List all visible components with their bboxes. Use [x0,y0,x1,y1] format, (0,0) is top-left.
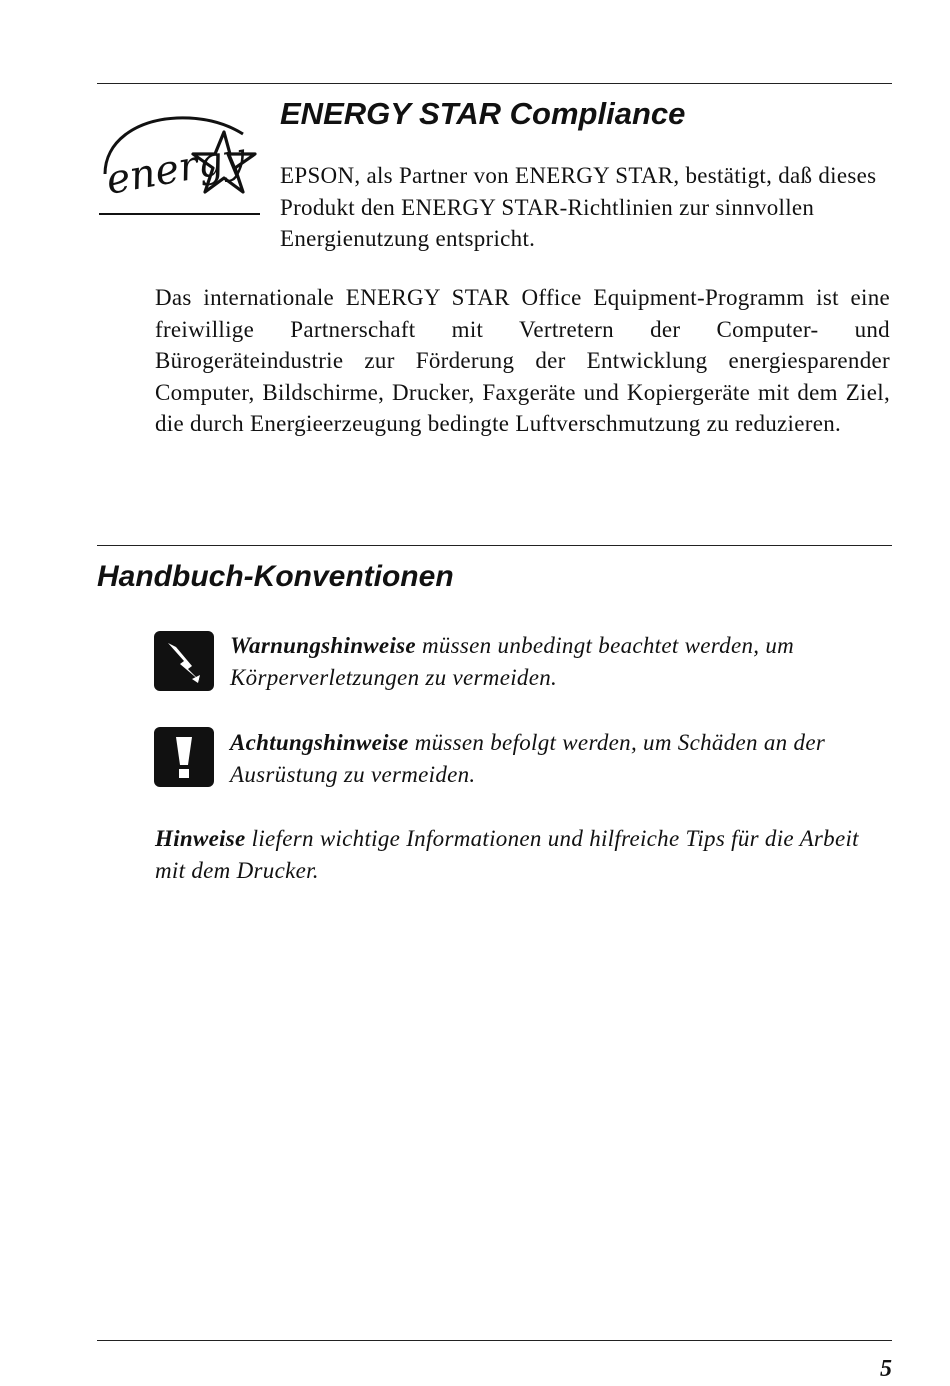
energy-star-intro: EPSON, als Partner von ENERGY STAR, bestätigt, daß dieses Produkt den ENERGY STAR-Richtlinien zur sinnvollen Energienutzung entspricht. [280,163,877,251]
caution-note [230,727,890,790]
caution-icon-box [154,727,214,787]
caution-text: müssen befolgt werden, um Schäden an der Ausrüstung zu vermeiden. [230,730,826,787]
lightning-icon [154,631,214,691]
energy-star-body: Das internationale ENERGY STAR Office Equipment-Programm ist eine freiwillige Partnerschaft mit Vertretern der Computer- und Bürogeräteindustrie zur Förderung der Entwicklung energiesparender Computer, Bildschirme, Drucker, Faxgeräte und Kopiergeräte mit dem Ziel, die durch Energieerzeugung bedingte Luftverschmutzung zu reduzieren. [155,285,890,436]
top-rule [97,83,892,84]
warning-note [230,630,890,693]
conventions-heading: Handbuch-Konventionen [97,560,454,593]
hint-text: liefern wichtige Informationen und hilfreiche Tips für die Arbeit mit dem Drucker. [155,826,859,883]
exclamation-icon [154,727,214,787]
warning-term: Warnungshinweise [230,633,416,658]
footer-rule [97,1340,892,1341]
energy-star-heading: ENERGY STAR Compliance [280,96,686,131]
energy-star-logo [97,112,265,220]
energy-star-logo-graphic [97,112,265,220]
svg-text:energy: energy [102,134,250,204]
warning-icon-box [154,631,214,691]
warning-text: müssen unbedingt beachtet werden, um Körperverletzungen zu vermeiden. [230,633,795,690]
hint-term: Hinweise [155,826,246,851]
section-rule [97,545,892,546]
page-number: 5 [880,1356,892,1382]
hint-note [155,823,890,886]
caution-term: Achtungshinweise [230,730,409,755]
